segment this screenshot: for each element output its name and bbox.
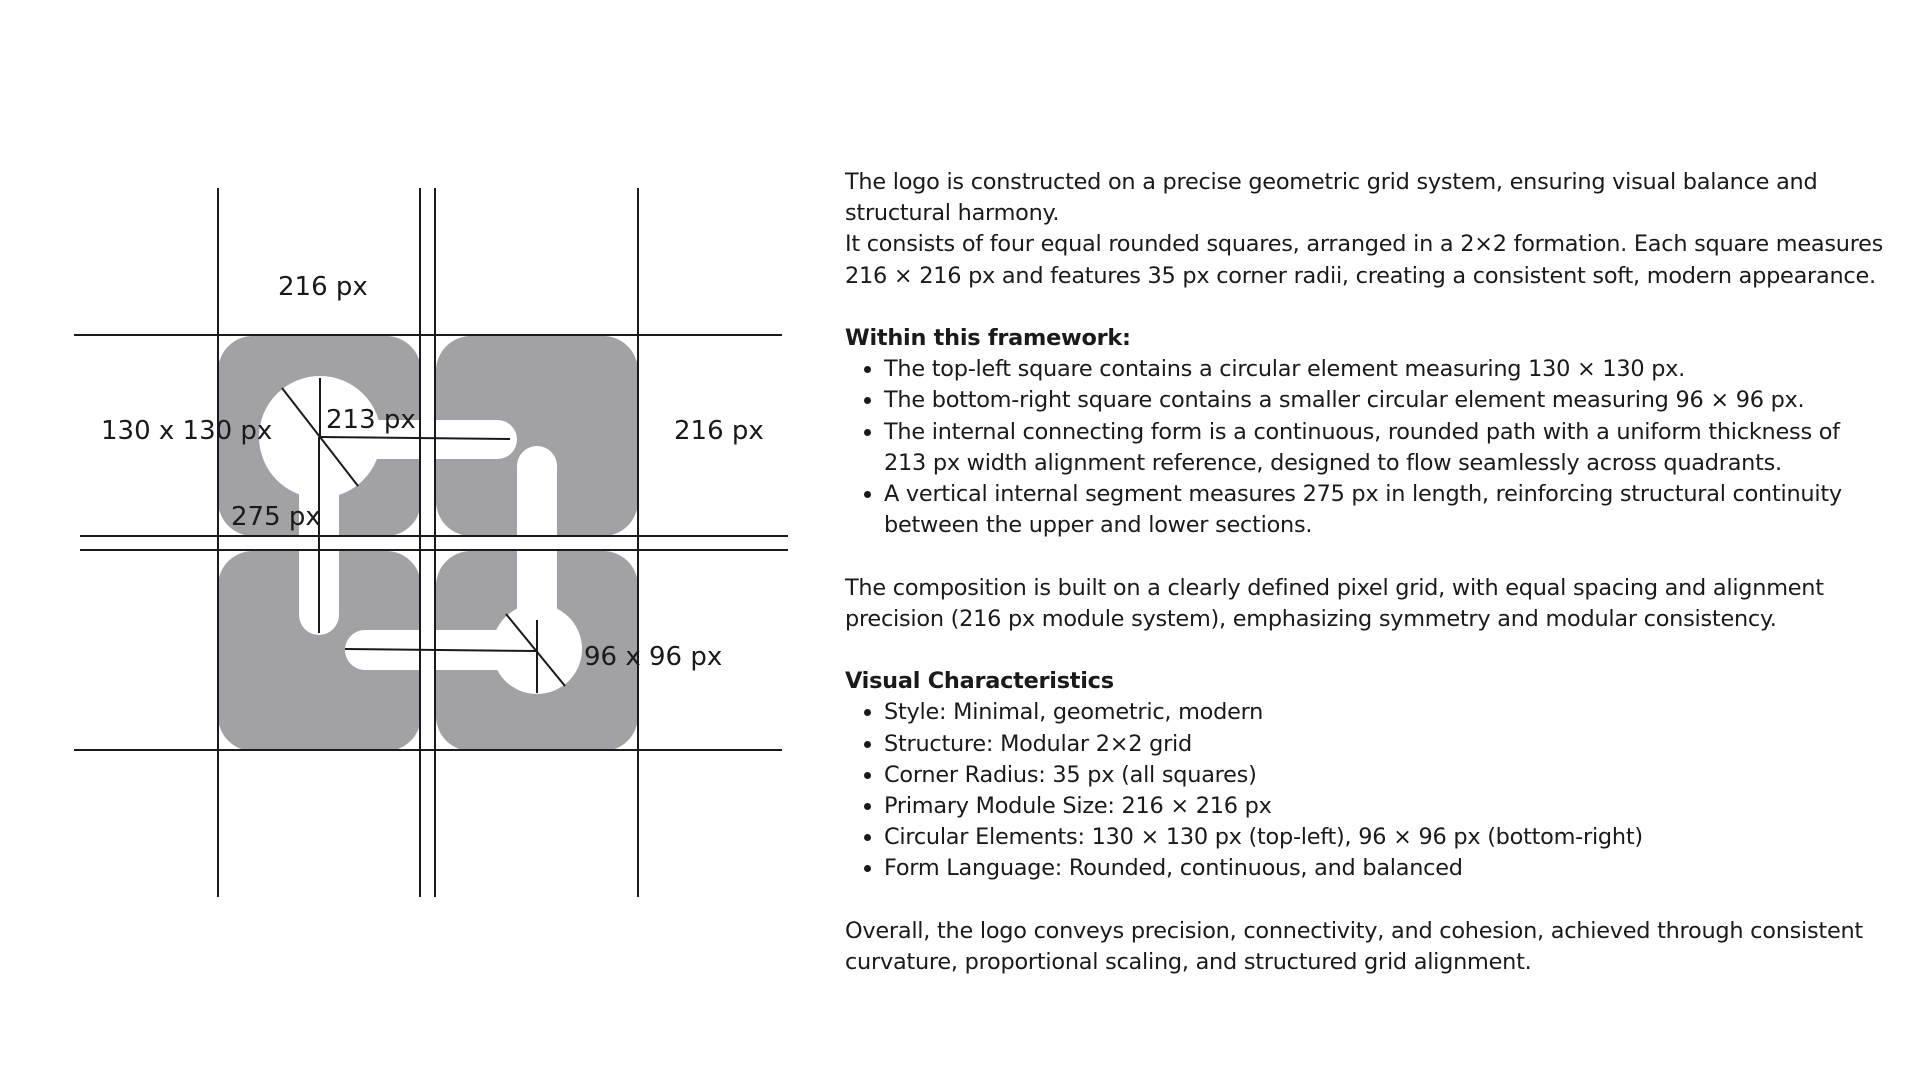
list-item: • A vertical internal segment measures 275 px in length, reinforcing structural continuity between the upper and lower sections. [884,479,1885,541]
label-left-circle: 130 x 130 px [101,416,273,446]
label-small-circle: 96 x 96 px [584,642,723,672]
list-item: • The internal connecting form is a continuous, rounded path with a uniform thickness of 213 px width alignment reference, designed to flow seamlessly across quadrants. [884,417,1885,479]
label-vertical-segment: 275 px [231,502,321,532]
logo-construction-diagram [0,0,800,1000]
list-item: • Structure: Modular 2×2 grid [884,729,1885,760]
label-top-module: 216 px [278,272,368,302]
intro-paragraph-2: It consists of four equal rounded squares, arranged in a 2×2 formation. Each square measures 216 × 216 px and features 35 px corner radii, creating a consistent soft, modern appearance. [845,231,1884,289]
list-item: • The bottom-right square contains a smaller circular element measuring 96 × 96 px. [884,385,1885,416]
list-item: • Form Language: Rounded, continuous, and balanced [884,853,1885,884]
conclusion-paragraph: Overall, the logo conveys precision, connectivity, and cohesion, achieved through consistent curvature, proportional scaling, and structured grid alignment. [845,917,1863,976]
label-right-module: 216 px [674,416,764,446]
visual-characteristics-heading: Visual Characteristics [845,668,1114,695]
framework-heading: Within this framework: [845,325,1131,351]
list-item: • The top-left square contains a circular element measuring 130 × 130 px. [884,354,1885,385]
list-item: • Circular Elements: 130 × 130 px (top-left), 96 × 96 px (bottom-right) [884,822,1885,853]
label-path-width: 213 px [326,405,416,435]
list-item: • Corner Radius: 35 px (all squares) [884,760,1885,791]
list-item: • Style: Minimal, geometric, modern [884,697,1885,728]
composition-paragraph: The composition is built on a clearly defined pixel grid, with equal spacing and alignment precision (216 px module system), emphasizing symmetry and modular consistency. [845,574,1824,632]
intro-paragraph-1: The logo is constructed on a precise geometric grid system, ensuring visual balance and structural harmony. [845,169,1818,227]
visual-characteristics-list [845,697,1885,884]
framework-list [845,354,1885,541]
grid-lines [74,188,788,897]
list-item: • Primary Module Size: 216 × 216 px [884,791,1885,822]
description-panel [845,167,1885,978]
